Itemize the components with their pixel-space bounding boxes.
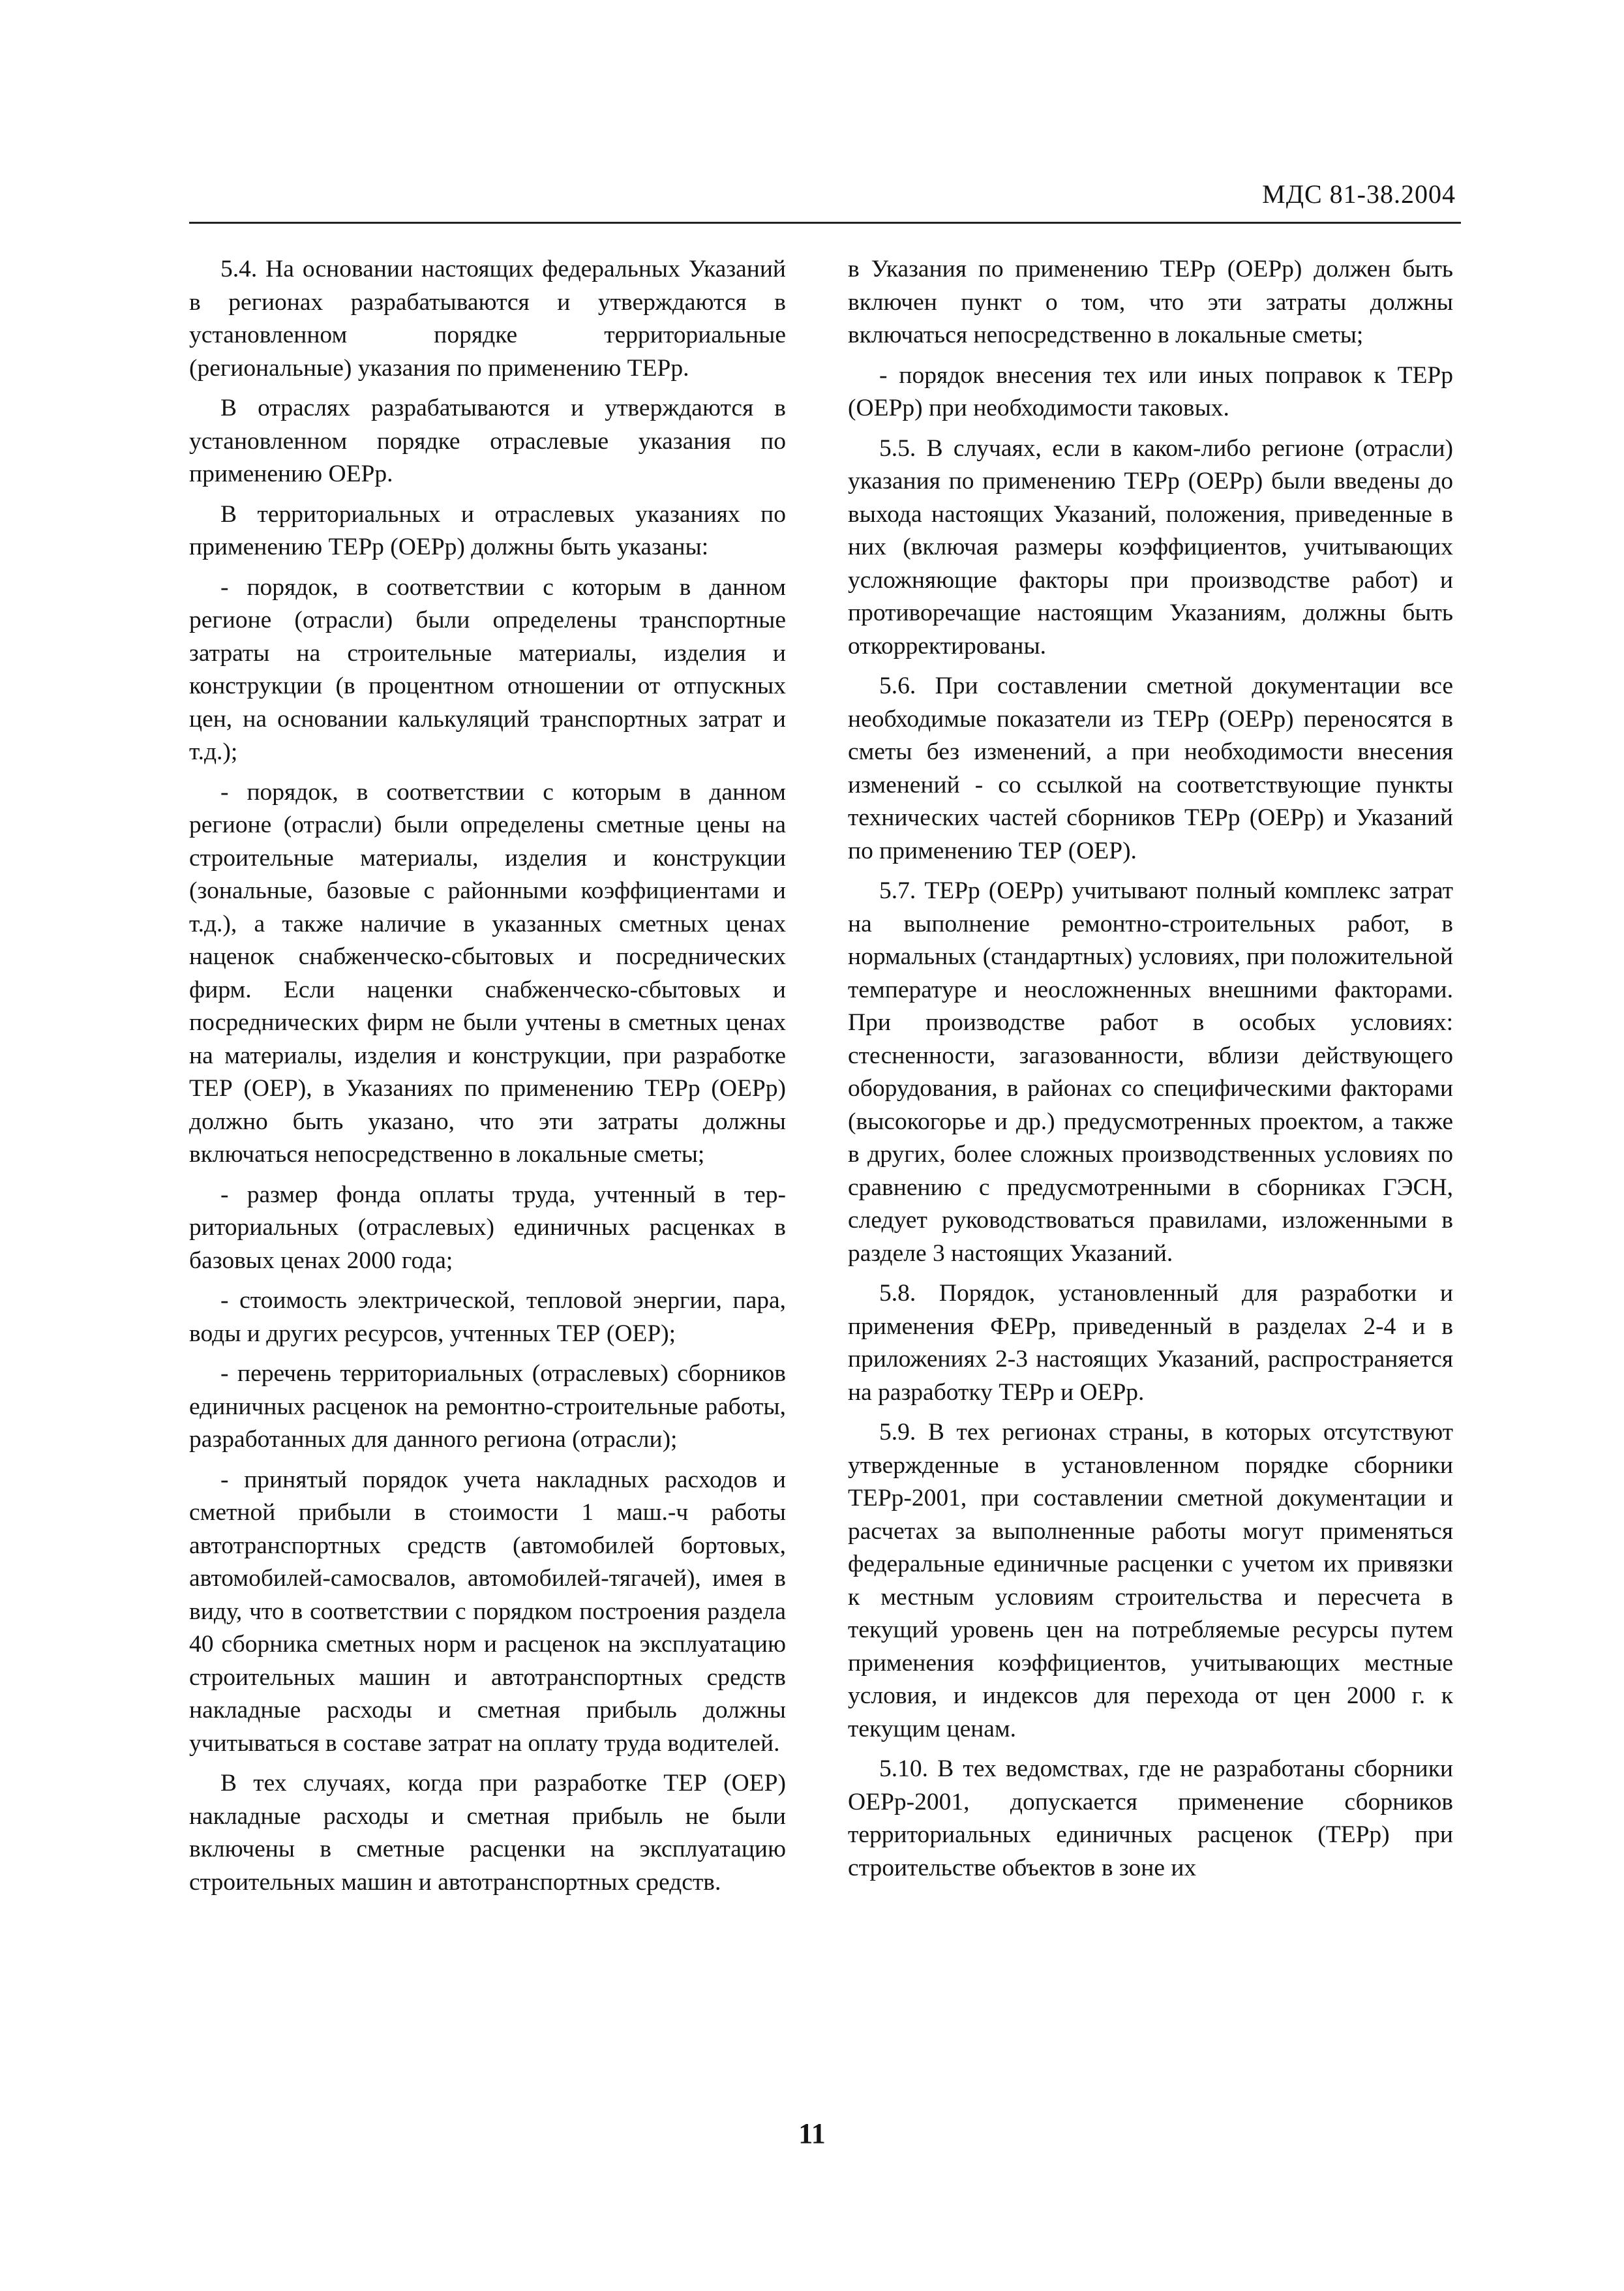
- list-item: - порядок, в соответствии с которым в данном регионе (отрасли) были определены сметные цены на строительные материалы, изделия и конструкции (зональные, базовые с районными коэффициентами и т.д.), а также наличие в указанных сметных ценах наценок снабженческо-сбытовых и посреднических фирм. Если наценки снабженческо-сбытовых и посреднических фирм не были учтены в сметных ценах на материалы, изделия и конструкции, при разработке ТЕР (ОЕР), в Указаниях по применению ТЕРр (ОЕРр) должно быть указано, что эти затраты должны включаться непосредственно в локальные сметы;: [189, 778, 786, 1168]
- paragraph: В тех случаях, когда при разработке ТЕР (ОЕР) накладные расходы и сметная прибыль не были включены в сметные расценки на эксплуатацию строительных машин и автотранспортных средств.: [189, 1770, 786, 1896]
- list-item: - размер фонда оплаты труда, учтенный в территориальных (отраслевых) единичных расценках в базовых ценах 2000 года;: [189, 1181, 786, 1274]
- list-item: - стоимость электрической, тепловой энергии, пара, воды и других ресурсов, учтенных ТЕР (ОЕР);: [189, 1287, 786, 1347]
- list-item: - порядок внесения тех или иных поправок к ТЕРр (ОЕРр) при необходимости таковых.: [848, 361, 1453, 421]
- paragraph-5-10: 5.10. В тех ведомствах, где не разработаны сборники ОЕРр-2001, допускается применение сборников территориальных единичных расценок (ТЕРр) при строительстве объектов в зоне их: [848, 1755, 1453, 1881]
- right-column: [848, 253, 1453, 1892]
- list-item: - перечень территориальных (отраслевых) сборников единичных расценок на ремонтно-строительные работы, разработанных для данного региона (отрасли);: [189, 1360, 786, 1453]
- list-item: - порядок, в соответствии с которым в данном регионе (отрасли) были определены транспортные затраты на строительные материалы, изделия и конструкции (в процентном отношении от отпускных цен, на основании калькуляций транспортных затрат и т.д.);: [189, 573, 786, 765]
- page-header: [189, 176, 1461, 224]
- paragraph-continued: в Указания по применению ТЕРр (ОЕРр) должен быть включен пункт о том, что эти затраты должны включаться непосредственно в локальные сметы;: [848, 256, 1453, 348]
- left-column: [189, 253, 786, 1906]
- list-item: - принятый порядок учета накладных расходов и сметной прибыли в стоимости 1 маш.-ч работы автотранспортных средств (автомобилей бортовых, автомобилей-самосвалов, автомобилей-тягачей), имея в виду, что в соответствии с порядком построения раздела 40 сборника сметных норм и расценок на эксплуатацию строительных машин и автотранспортных средств накладные расходы и сметная прибыль должны учитываться в составе затрат на оплату труда водителей.: [189, 1466, 786, 1757]
- paragraph-5-4: 5.4. На основании настоящих федеральных Указаний в регионах разрабатываются и утверждаются в установленном порядке территориальные (региональные) указания по применению ТЕРр.: [189, 256, 786, 382]
- paragraph-5-6: 5.6. При составлении сметной документации все необходимые показатели из ТЕРр (ОЕРр) переносятся в сметы без изменений, а при необходимости внесения изменений - со ссылкой на соответствующие пункты технических частей сборников ТЕРр (ОЕРр) и Указаний по применению ТЕР (ОЕР).: [848, 673, 1453, 864]
- paragraph: В отраслях разрабатываются и утверждаются в установленном порядке отраслевые указания по применению ОЕРр.: [189, 395, 786, 487]
- paragraph: В территориальных и отраслевых указаниях по применению ТЕРр (ОЕРр) должны быть указаны:: [189, 500, 786, 560]
- paragraph-5-8: 5.8. Порядок, установленный для разработки и применения ФЕРр, приведенный в разделах 2-4 и в приложениях 2-3 настоящих Указаний, распространяется на разработку ТЕРр и ОЕРр.: [848, 1280, 1453, 1406]
- document-code: МДС 81-38.2004: [1262, 179, 1456, 209]
- page-number: 11: [798, 2117, 826, 2149]
- paragraph-5-9: 5.9. В тех регионах страны, в которых отсутствуют утвержденные в установленном порядке сборники ТЕРр-2001, при составлении сметной документации и расчетах за выполненные работы могут применяться федеральные единичные расценки с учетом их привязки к местным условиям строительства и пересчета в текущий уровень цен на потребляемые ресурсы путем применения коэффициентов, учитывающих местные условия, и индексов для перехода от цен 2000 г. к текущим ценам.: [848, 1419, 1453, 1742]
- paragraph-5-5: 5.5. В случаях, если в каком-либо регионе (отрасли) указания по применению ТЕРр (ОЕРр) были введены до выхода настоящих Указаний, положения, приведенные в них (включая размеры коэффициентов, учитывающих усложняющие факторы при производстве работ) и противоречащие настоящим Указаниям, должны быть откорректированы.: [848, 434, 1453, 660]
- paragraph-5-7: 5.7. ТЕРр (ОЕРр) учитывают полный комплекс затрат на выполнение ремонтно-строительных работ, в нормальных (стандартных) условиях, при положительной температуре и неосложненных внешними факторами. При производстве работ в особых условиях: стесненности, загазованности, вблизи действующего оборудования, в районах со специфическими факторами (высокогорье и др.) предусмотренных проектом, а также в других, более сложных производственных условиях по сравнению с предусмотренными в сборниках ГЭСН, следует руководствоваться правилами, изложенными в разделе 3 настоящих Указаний.: [848, 877, 1453, 1267]
